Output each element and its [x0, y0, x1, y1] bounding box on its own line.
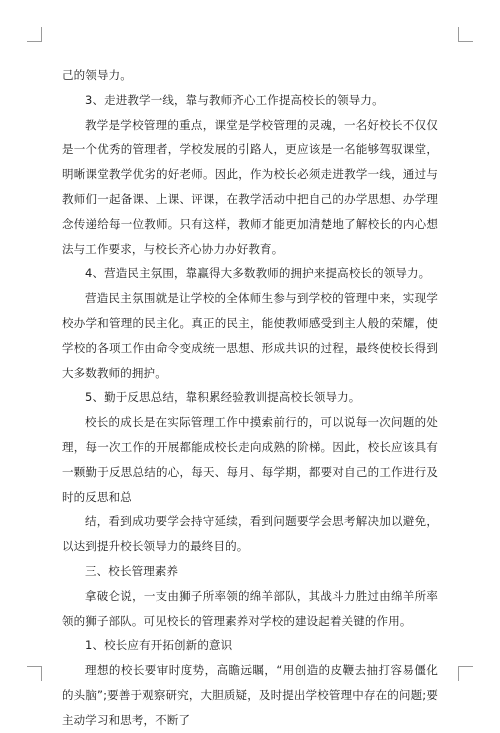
- crop-mark-top-right: [458, 27, 473, 42]
- paragraph-teaching: 教学是学校管理的重点，课堂是学校管理的灵魂，一名好校长不仅仅是一个优秀的管理者，学校发展的引路人，更应该是一名能够驾驭课堂，明晰课堂教学优劣的好老师。因此，作为校长必须走进教学一线，通过与教师们一起备课、上课、评课，在教学活动中把自己的办学思想、办学理念传递给每一位教师。只有这样，教师才能更加清楚地了解校长的内心想法与工作要求，与校长齐心协力办好教育。: [62, 117, 438, 256]
- paragraph-napoleon-quote: 拿破仑说，一支由狮子所率领的绵羊部队，其战斗力胜过由绵羊所率领的狮子部队。可见校长的管理素养对学校的建设起着关键的作用。: [62, 588, 438, 628]
- crop-mark-top-left: [27, 27, 42, 42]
- heading-5-reflection: 5、勤于反思总结，靠积累经验教训提高校长领导力。: [85, 390, 361, 405]
- paragraph-continuation: 己的领导力。: [62, 68, 132, 82]
- paragraph-democracy: 营造民主氛围就是让学校的全体师生参与到学校的管理中来，实现学校办学和管理的民主化。真正的民主，能使教师感受到主人般的荣耀，使学校的各项工作由命令变成统一思想、形成共识的过程，最终使校长得到大多数教师的拥护。: [62, 291, 438, 380]
- heading-4-democratic-atmosphere: 4、营造民主氛围，靠赢得大多数教师的拥护来提高校长的领导力。: [85, 266, 431, 281]
- paragraph-reflection-continued: 结，看到成功要学会持守延续，看到问题要学会思考解决加以避免，以达到提升校长领导力的最终目的。: [62, 514, 438, 554]
- crop-mark-bottom-left: [27, 666, 42, 681]
- heading-3-teaching-frontline: 3、走进教学一线，靠与教师齐心工作提高校长的领导力。: [85, 92, 384, 107]
- document-body: [62, 63, 438, 733]
- paragraph-innovation: 理想的校长要审时度势，高瞻远瞩，“用创造的皮鞭去抽打容易僵化的头脑”;要善于观察研究，大胆质疑，及时提出学校管理中存在的问题;要主动学习和思考，不断了: [62, 663, 438, 727]
- paragraph-reflection: 校长的成长是在实际管理工作中摸索前行的，可以说每一次问题的处理，每一次工作的开展都能成校长走向成熟的阶梯。因此，校长应该具有一颗勤于反思总结的心，每天、每月、每学期，都要对自己的工作进行及时的反思和总: [62, 415, 438, 504]
- section-heading-management-literacy: 三、校长管理素养: [85, 563, 179, 578]
- heading-1-innovation: 1、校长应有开拓创新的意识: [85, 638, 233, 653]
- crop-mark-bottom-right: [458, 666, 473, 681]
